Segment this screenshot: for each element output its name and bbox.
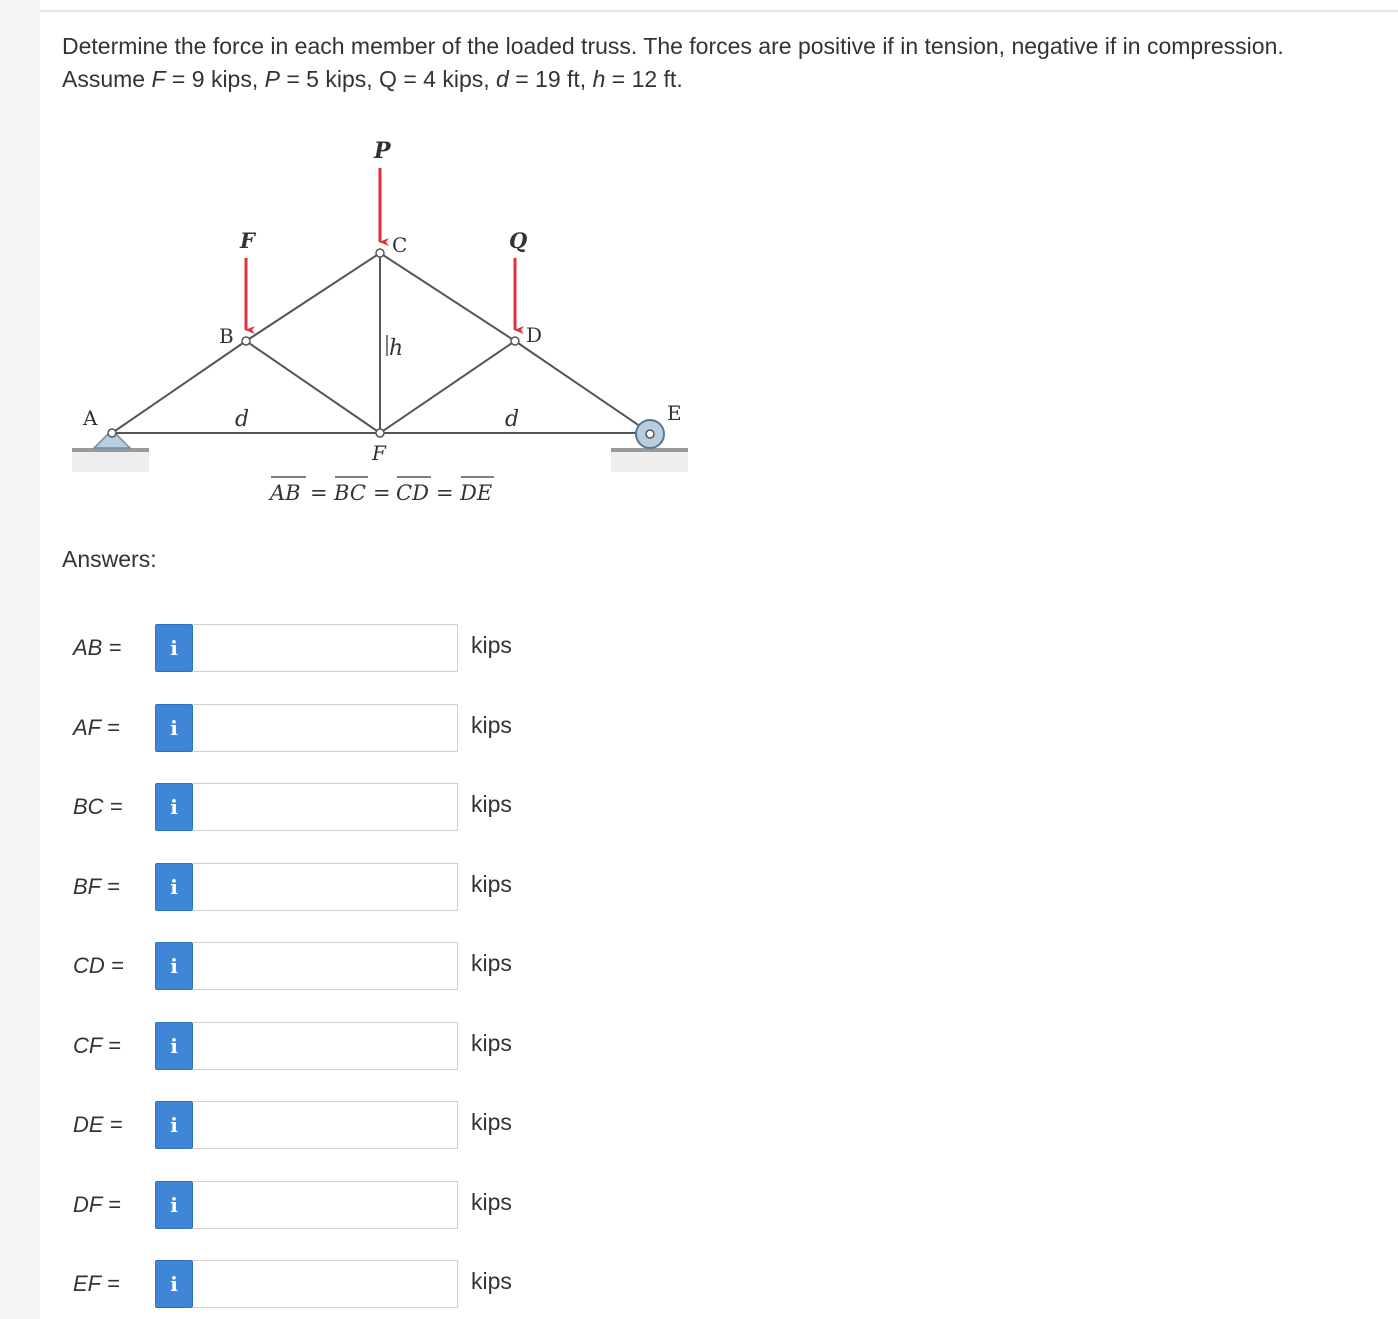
unit-label: kips <box>471 950 512 976</box>
joint-d <box>511 337 519 345</box>
answer-row-cf <box>40 1022 600 1072</box>
ground-right-shade <box>611 452 688 472</box>
unit-label: kips <box>471 632 512 658</box>
answer-row-de <box>40 1101 600 1151</box>
info-icon[interactable]: i <box>155 863 193 911</box>
joint-c <box>376 249 384 257</box>
ground-left-shade <box>72 452 149 472</box>
unit-label: kips <box>471 871 512 897</box>
info-icon[interactable]: i <box>155 1022 193 1070</box>
answer-input-ef[interactable] <box>193 1260 458 1308</box>
question-line-1: Determine the force in each member of the loaded truss. The forces are positive if in tension, negative if in compression. <box>62 33 1284 59</box>
answer-input-ab[interactable] <box>193 624 458 672</box>
joint-a <box>108 429 116 437</box>
answer-label-de: DE = <box>73 1112 123 1137</box>
info-icon[interactable]: i <box>155 704 193 752</box>
node-label-b: B <box>219 324 234 348</box>
unit-label: kips <box>471 1109 512 1135</box>
answer-input-df[interactable] <box>193 1181 458 1229</box>
node-label-d: D <box>526 323 543 347</box>
joint-e <box>646 430 654 438</box>
unit-label: kips <box>471 791 512 817</box>
equation-eq-3: = <box>436 481 454 505</box>
answer-row-ef <box>40 1260 600 1310</box>
info-icon[interactable]: i <box>155 624 193 672</box>
unit-label: kips <box>471 1030 512 1056</box>
answer-input-bc[interactable] <box>193 783 458 831</box>
answer-label-df: DF = <box>73 1192 121 1217</box>
node-label-f: F <box>372 441 386 465</box>
equation-ab: AB <box>270 481 301 505</box>
question-line-2: Assume F = 9 kips, P = 5 kips, Q = 4 kips, d = 19 ft, h = 12 ft. <box>62 66 683 92</box>
equal-length-statement <box>268 477 494 505</box>
info-icon[interactable]: i <box>155 783 193 831</box>
member-de <box>515 341 650 433</box>
equation-cd: CD <box>396 481 429 505</box>
answer-row-cd <box>40 942 600 992</box>
dimension-label-d-right: d <box>505 407 520 432</box>
answer-label-cd: CD = <box>73 953 124 978</box>
load-label-q: Q <box>509 228 528 253</box>
answer-row-bf <box>40 863 600 913</box>
load-label-f: F <box>240 228 255 253</box>
top-divider <box>40 10 1398 12</box>
answer-label-bf: BF = <box>73 874 120 899</box>
answer-input-de[interactable] <box>193 1101 458 1149</box>
answer-row-bc <box>40 783 600 833</box>
info-icon[interactable]: i <box>155 1260 193 1308</box>
info-icon[interactable]: i <box>155 1181 193 1229</box>
answer-row-af <box>40 704 600 754</box>
info-icon[interactable]: i <box>155 942 193 990</box>
answer-row-ab <box>40 624 600 674</box>
answer-row-df <box>40 1181 600 1231</box>
member-ab <box>112 341 246 433</box>
answer-label-cf: CF = <box>73 1033 121 1058</box>
unit-label: kips <box>471 1189 512 1215</box>
answer-label-ef: EF = <box>73 1271 120 1296</box>
member-cd <box>380 253 515 341</box>
node-label-c: C <box>392 233 408 257</box>
equation-eq-2: = <box>373 481 391 505</box>
question-text <box>62 30 1362 96</box>
equation-de: DE <box>460 481 493 505</box>
answer-input-bf[interactable] <box>193 863 458 911</box>
equation-eq-1: = <box>310 481 328 505</box>
load-label-p: P <box>374 138 391 164</box>
truss-diagram <box>60 130 700 510</box>
member-bc <box>246 253 380 341</box>
node-label-e: E <box>667 401 682 425</box>
answer-label-ab: AB = <box>73 635 122 660</box>
dimension-label-h: h <box>389 336 404 361</box>
info-icon[interactable]: i <box>155 1101 193 1149</box>
answer-label-bc: BC = <box>73 794 123 819</box>
question-panel <box>40 0 1398 1319</box>
joint-b <box>242 337 250 345</box>
answer-input-cd[interactable] <box>193 942 458 990</box>
member-bf <box>246 341 380 433</box>
unit-label: kips <box>471 1268 512 1294</box>
node-label-a: A <box>83 406 98 430</box>
unit-label: kips <box>471 712 512 738</box>
answer-input-af[interactable] <box>193 704 458 752</box>
answers-heading: Answers: <box>62 546 157 572</box>
joint-f <box>376 429 384 437</box>
equation-bc: BC <box>334 481 366 505</box>
dimension-label-d-left: d <box>235 407 250 432</box>
answer-input-cf[interactable] <box>193 1022 458 1070</box>
answer-label-af: AF = <box>73 715 120 740</box>
